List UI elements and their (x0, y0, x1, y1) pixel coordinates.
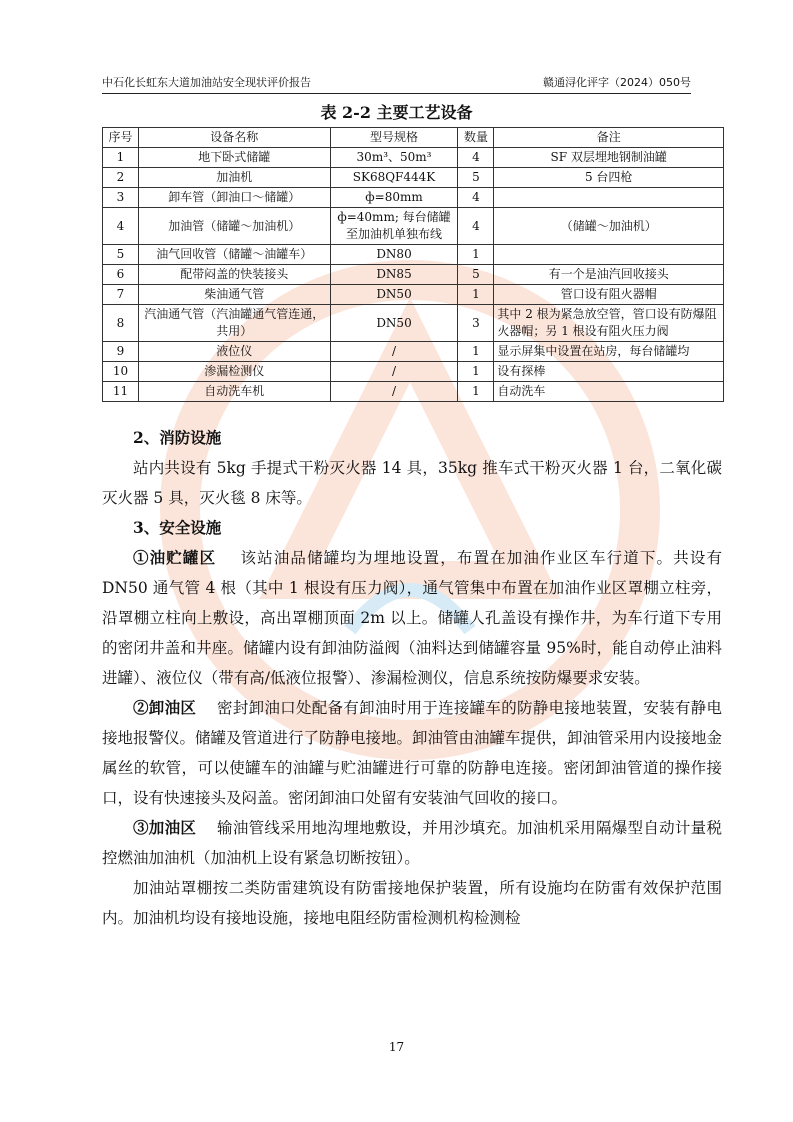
subsection-label: ①油贮罐区 (133, 548, 217, 567)
table-row (103, 188, 724, 208)
table-cell: 地下卧式储罐 (138, 148, 330, 168)
table-cell: 5 (458, 265, 494, 285)
table-cell: 2 (103, 168, 139, 188)
table-row (103, 148, 724, 168)
table-cell: 管口设有阻火器帽 (494, 285, 724, 305)
table-cell: 1 (458, 285, 494, 305)
table-cell: 汽油通气管（汽油罐通气管连通，共用） (138, 305, 330, 342)
table-cell: 自动洗车机 (138, 382, 330, 402)
paragraph-unload (102, 693, 722, 813)
table-cell (494, 188, 724, 208)
paragraph-fuel (102, 813, 722, 873)
table-row (103, 305, 724, 342)
table-header-row (103, 128, 724, 148)
table-cell: 显示屏集中设置在站房，每台储罐均 (494, 342, 724, 362)
table-row (103, 265, 724, 285)
table-cell: 6 (103, 265, 139, 285)
table-cell: （储罐～加油机） (494, 208, 724, 245)
col-header: 数量 (458, 128, 494, 148)
table-cell: 有一个是油汽回收接头 (494, 265, 724, 285)
table-cell: / (330, 362, 458, 382)
paragraph-tank (102, 543, 722, 693)
table-cell (494, 245, 724, 265)
table-cell: / (330, 342, 458, 362)
table-cell: 7 (103, 285, 139, 305)
paragraph-text: 密封卸油口处配备有卸油时用于连接罐车的防静电接地装置，安装有静电接地报警仪。储罐及管道进行了防静电接地。卸油管由油罐车提供，卸油管采用内设接地金属丝的软管，可以使罐车的油罐与贮油罐进行可靠的防静电连接。密闭卸油管道的操作接口，设有快速接头及闷盖。密闭卸油口处留有安装油气回收的接口。 (102, 699, 723, 807)
table-cell: ф=40mm; 每台储罐至加油机单独布线 (330, 208, 458, 245)
col-header: 设备名称 (138, 128, 330, 148)
table-cell: ф=80mm (330, 188, 458, 208)
paragraph: 站内共设有 5kg 手提式干粉灭火器 14 具，35kg 推车式干粉灭火器 1 台，二氧化碳灭火器 5 具，灭火毯 8 床等。 (102, 459, 722, 507)
page-number: 17 (388, 1040, 405, 1054)
paragraph-text: 输油管线采用地沟埋地敷设，并用沙填充。加油机采用隔爆型自动计量税控燃油加油机（加油机上设有紧急切断按钮）。 (102, 819, 722, 867)
paragraph-text: 该站油品储罐均为埋地设置，布置在加油作业区车行道下。共设有 DN50 通气管 4 根（其中 1 根设有压力阀），通气管集中布置在加油作业区罩棚立柱旁，沿罩棚立柱向上敷设，高出罩棚顶面 2m 以上。储罐人孔盖设有操作井，为车行道下专用的密闭井盖和井座。储罐内设有卸油防溢阀（油料达到储罐容量 95%时，能自动停止油料进罐）、液位仪（带有高/低液位报警）、渗漏检测仪，信息系统按防爆要求安装。 (102, 549, 722, 687)
table-cell: 5 (103, 245, 139, 265)
table-cell: 8 (103, 305, 139, 342)
table-cell: DN50 (330, 305, 458, 342)
table-row (103, 285, 724, 305)
table-cell: 5 台四枪 (494, 168, 724, 188)
table-cell: 渗漏检测仪 (138, 362, 330, 382)
paragraph: 加油站罩棚按二类防雷建筑设有防雷接地保护装置，所有设施均在防雷有效保护范围内。加油机均设有接地设施，接地电阻经防雷检测机构检测检 (102, 879, 722, 927)
header-report-number: 赣通浔化评字（2024）050号 (543, 76, 691, 89)
table-cell: SF 双层埋地钢制油罐 (494, 148, 724, 168)
table-cell: 自动洗车 (494, 382, 724, 402)
table-cell: 卸车管（卸油口～储罐） (138, 188, 330, 208)
table-cell: 1 (458, 342, 494, 362)
table-cell: 3 (103, 188, 139, 208)
table-cell: DN85 (330, 265, 458, 285)
table-cell: 5 (458, 168, 494, 188)
subsection-label: ②卸油区 (133, 698, 197, 717)
table-cell: 加油机 (138, 168, 330, 188)
table-cell: 油气回收管（储罐～油罐车） (138, 245, 330, 265)
table-cell: 配带闷盖的快装接头 (138, 265, 330, 285)
table-cell: 4 (458, 148, 494, 168)
table-row (103, 208, 724, 245)
section-heading: 3、安全设施 (133, 518, 222, 537)
col-header: 序号 (103, 128, 139, 148)
equipment-table (102, 127, 724, 402)
col-header: 型号规格 (330, 128, 458, 148)
table-cell: 9 (103, 342, 139, 362)
table-cell: 柴油通气管 (138, 285, 330, 305)
table-cell: 4 (458, 188, 494, 208)
table-row (103, 245, 724, 265)
col-header: 备注 (494, 128, 724, 148)
body-text (102, 423, 722, 933)
table-cell: DN80 (330, 245, 458, 265)
table-cell: 其中 2 根为紧急放空管，管口设有防爆阻火器帽；另 1 根设有阻火压力阀 (494, 305, 724, 342)
header-title: 中石化长虹东大道加油站安全现状评价报告 (102, 76, 311, 89)
table-cell: DN50 (330, 285, 458, 305)
table-row (103, 342, 724, 362)
table-cell: / (330, 382, 458, 402)
subsection-label: ③加油区 (133, 818, 197, 837)
table-title: 表 2-2 主要工艺设备 (320, 103, 473, 122)
table-row (103, 382, 724, 402)
table-cell: 4 (458, 208, 494, 245)
table-cell: 1 (458, 362, 494, 382)
table-cell: SK68QF444K (330, 168, 458, 188)
table-cell: 11 (103, 382, 139, 402)
page-header (102, 70, 691, 94)
table-row (103, 168, 724, 188)
section-heading: 2、消防设施 (133, 428, 222, 447)
table-cell: 加油管（储罐～加油机） (138, 208, 330, 245)
table-cell: 液位仪 (138, 342, 330, 362)
table-cell: 设有探棒 (494, 362, 724, 382)
table-cell: 1 (458, 245, 494, 265)
table-cell: 10 (103, 362, 139, 382)
table-row (103, 362, 724, 382)
table-cell: 1 (458, 382, 494, 402)
table-cell: 4 (103, 208, 139, 245)
table-cell: 3 (458, 305, 494, 342)
table-cell: 30m³、50m³ (330, 148, 458, 168)
table-cell: 1 (103, 148, 139, 168)
